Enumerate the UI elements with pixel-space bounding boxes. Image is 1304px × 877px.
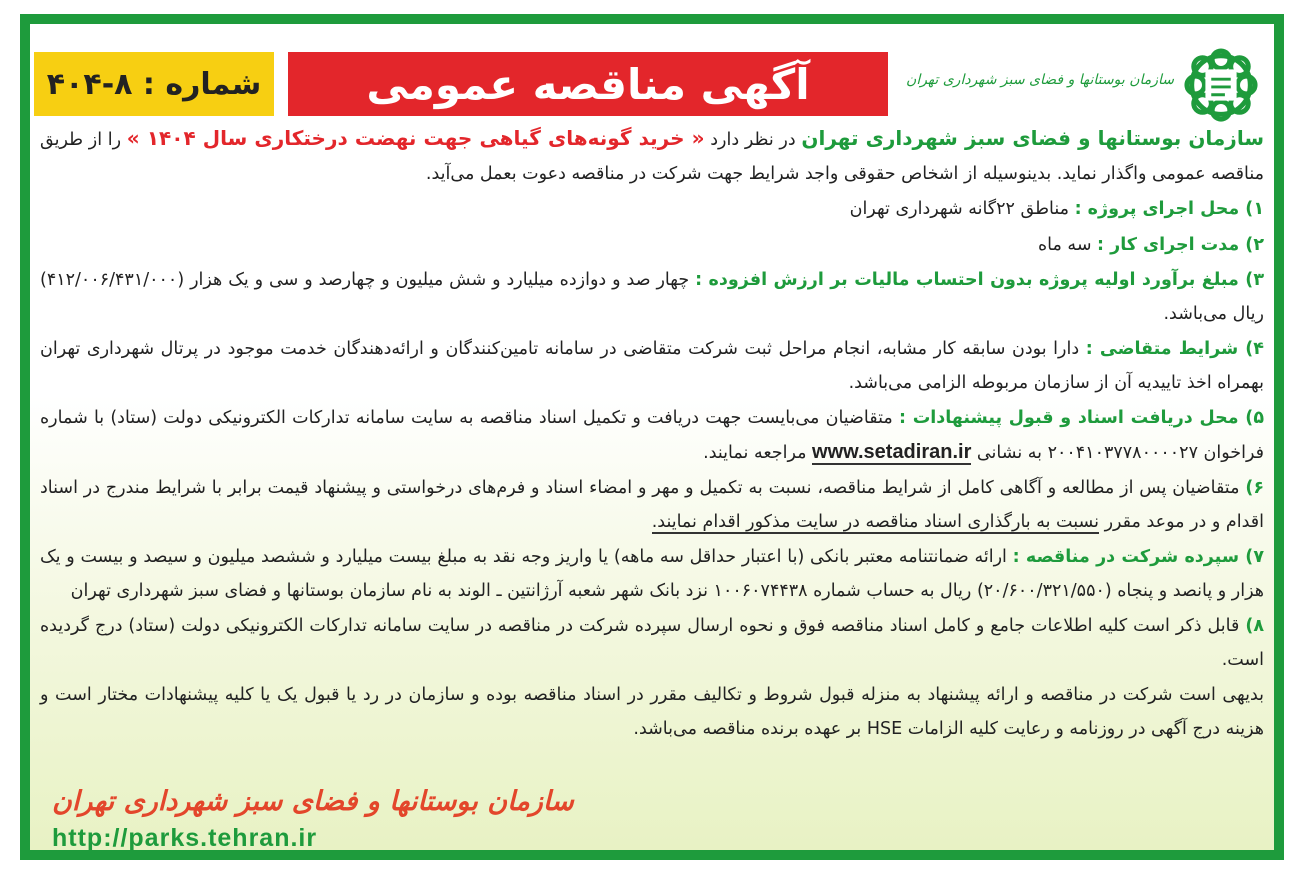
- item-label: ۸): [1245, 616, 1264, 636]
- item-label: ۶): [1245, 478, 1264, 498]
- item-underlined-text: نسبت به بارگذاری اسناد مناقصه در سایت مذکور اقدام نمایند.: [651, 511, 1099, 532]
- closing-paragraph: بدیهی است شرکت در مناقصه و ارائه پیشنهاد به منزله قبول شروط و تکالیف مقرر در اسناد مناقصه بوده و سازمان در رد یا قبول یک یا کلیه پیشنهادات مختار است و هزینه درج آگهی در روزنامه و رعایت کلیه الزامات HSE بر عهده برنده مناقصه می‌باشد.: [40, 685, 1264, 739]
- footer-org-name: سازمان بوستانها و فضای سبز شهرداری تهران: [52, 786, 574, 817]
- notice-header: [30, 36, 1274, 116]
- item-text: چهار صد و دوازده میلیارد و شش میلیون و چهارصد و سی و یک هزار (۴۱۲/۰۰۶/۴۳۱/۰۰۰) ریال می‌باشد.: [40, 270, 1264, 324]
- tender-notice: [20, 14, 1284, 860]
- item-text: قابل ذکر است کلیه اطلاعات جامع و کامل اسناد مناقصه فوق و نحوه ارسال سپرده شرکت در مناقصه در سایت سامانه تدارکات الکترونیکی دولت (ستاد) درج گردیده است.: [40, 616, 1264, 670]
- item-2: [40, 229, 1264, 263]
- item-3: [40, 264, 1264, 331]
- item-text: مناطق ۲۲گانه شهرداری تهران: [849, 199, 1075, 219]
- item-label: ۱) محل اجرای پروژه :: [1074, 199, 1264, 219]
- intro-text-1: در نظر دارد: [704, 130, 802, 150]
- item-label: ۲) مدت اجرای کار :: [1097, 234, 1264, 255]
- item-label: ۷) سپرده شرکت در مناقصه :: [1012, 547, 1264, 567]
- item-1: [40, 193, 1264, 227]
- intro-text-2: را از طریق مناقصه عمومی واگذار نماید. بدینوسیله از اشخاص حقوقی واجد شرایط جهت شرکت در مناقصه دعوت بعمل می‌آید.: [40, 130, 1264, 184]
- item-8: [40, 610, 1264, 677]
- intro-subject: « خرید گونه‌های گیاهی جهت نهضت درختکاری سال ۱۴۰۴ »: [126, 126, 705, 150]
- setadiran-link[interactable]: www.setadiran.ir: [812, 440, 972, 463]
- item-text: دارا بودن سابقه کار مشابه، انجام مراحل ثبت شرکت متقاضی در سامانه تامین‌کنندگان و ارائه‌دهندگان خدمت موجود در پرتال شهرداری تهران بهمراه اخذ تاییدیه آن از سازمان مربوطه الزامی می‌باشد.: [40, 339, 1264, 393]
- notice-number: شماره : ۸-۴۰۴: [34, 52, 274, 116]
- item-6: [40, 472, 1264, 539]
- intro-org: سازمان بوستانها و فضای سبز شهرداری تهران: [801, 126, 1264, 150]
- tehran-municipality-logo-icon: [1182, 46, 1260, 124]
- item-7: [40, 541, 1264, 608]
- intro-paragraph: [40, 122, 1264, 191]
- item-label: ۴) شرایط متقاضی :: [1085, 339, 1264, 359]
- org-logo-text: سازمان بوستانها و فضای سبز شهرداری تهران: [906, 72, 1174, 88]
- item-label: ۵) محل دریافت اسناد و قبول پیشنهادات :: [898, 408, 1264, 428]
- item-text: ارائه ضمانتنامه معتبر بانکی (با اعتبار حداقل سه ماهه) یا واریز وجه نقد به مبلغ بیست میلیارد و ششصد میلیون و سیصد و بیست و یک هزار و پانصد و پنجاه (۲۰/۶۰۰/۳۲۱/۵۵۰) ریال به حساب شماره ۱۰۰۶۰۷۴۴۳۸ نزد بانک شهر شعبه آرژانتین ـ الوند به نام سازمان بوستانها و فضای سبز شهرداری تهران: [40, 547, 1264, 601]
- item-label: ۳) مبلغ برآورد اولیه پروژه بدون احتساب مالیات بر ارزش افزوده :: [695, 270, 1264, 290]
- item-text: سه ماه: [1038, 234, 1098, 255]
- item-text: متقاضیان می‌بایست جهت دریافت و تکمیل اسناد مناقصه به سایت سامانه تدارکات الکترونیکی دولت (ستاد) با شماره فراخوان ۲۰۰۴۱۰۳۷۷۸۰۰۰۰۲۷ به نشانی: [40, 408, 1264, 463]
- footer-website-link[interactable]: http://parks.tehran.ir: [52, 824, 318, 852]
- notice-title: آگهی مناقصه عمومی: [288, 52, 888, 116]
- notice-body: [40, 122, 1264, 748]
- item-text: مراجعه نمایند.: [703, 442, 813, 463]
- item-4: [40, 333, 1264, 400]
- item-5: [40, 402, 1264, 470]
- item-text: متقاضیان پس از مطالعه و آگاهی کامل از شرایط مناقصه، نسبت به تکمیل و مهر و امضاء اسناد و فرم‌های درخواستی و پیشنهاد قیمت برابر با شرایط مندرج در اسناد اقدام و در موعد مقرر: [40, 478, 1264, 532]
